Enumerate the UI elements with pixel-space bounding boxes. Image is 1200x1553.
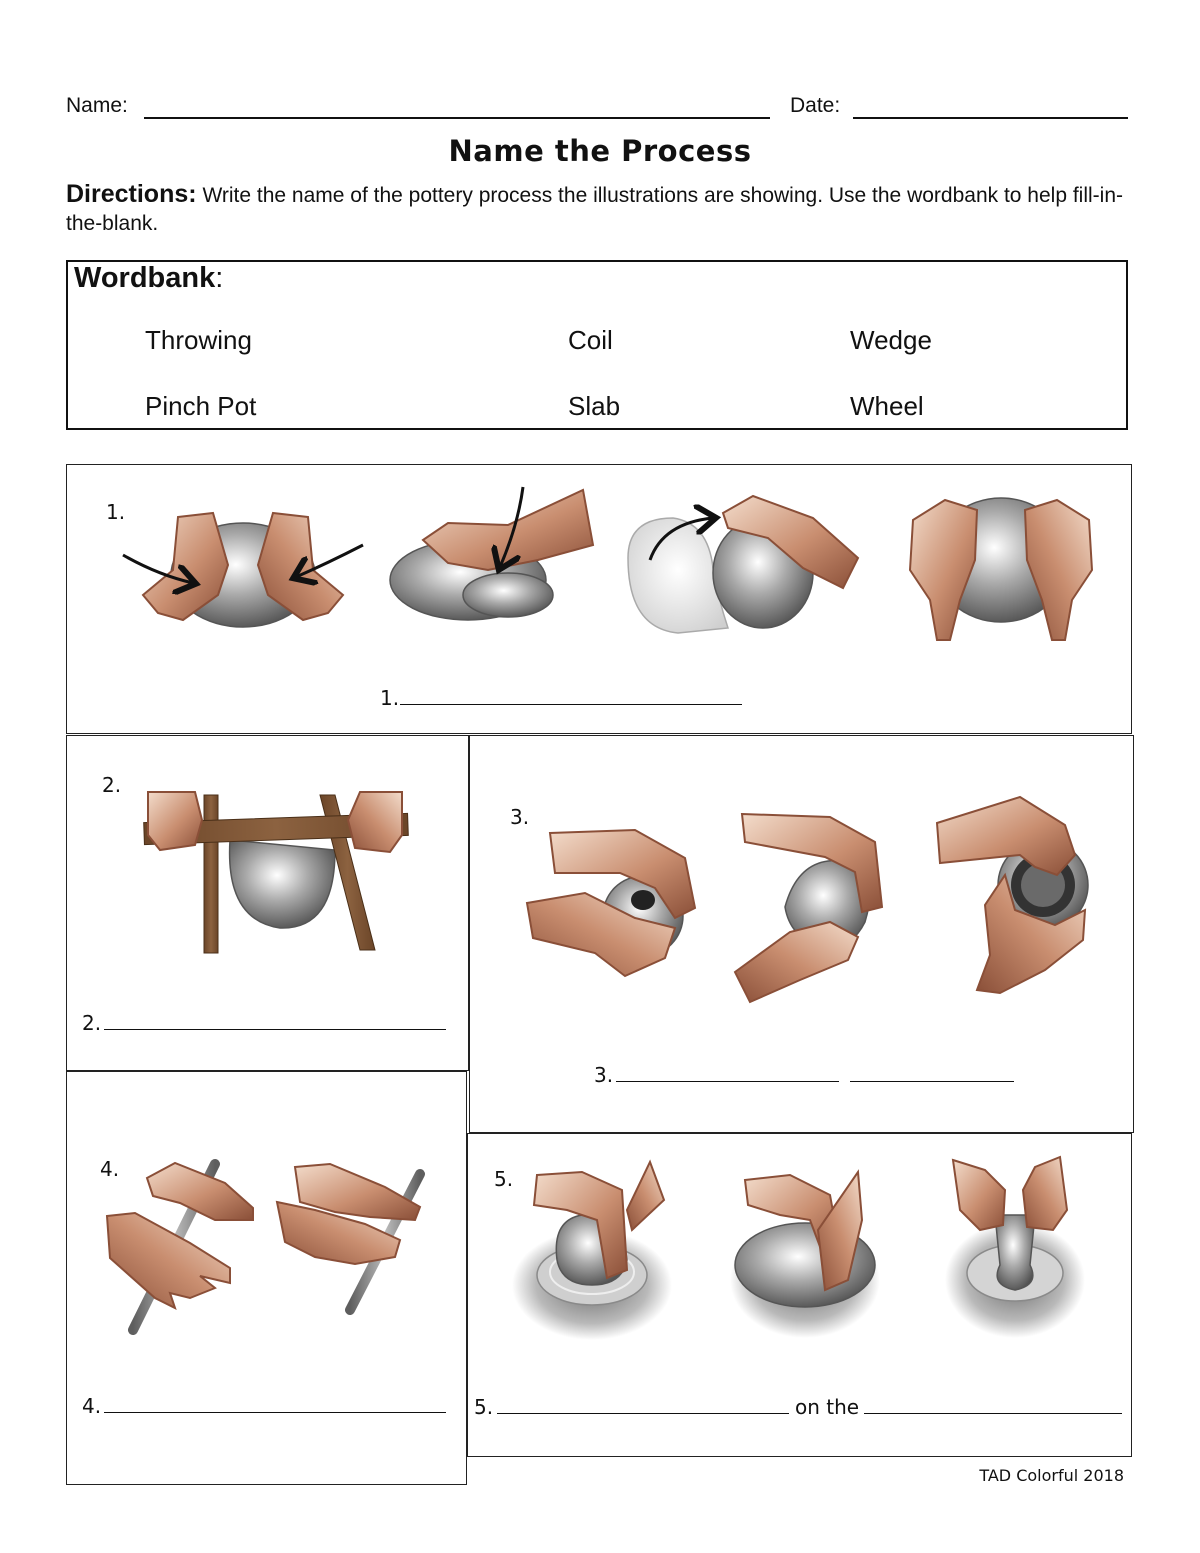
name-label: Name: [66,94,128,117]
wheel-throwing-illustration-1 [512,1160,672,1340]
page-title: Name the Process [448,134,752,168]
word-slab: Slab [568,391,621,421]
answer-1-label: 1. [380,686,400,710]
word-wheel: Wheel [850,391,924,421]
pinch-pot-illustration-2 [730,812,888,1004]
directions-text: Write the name of the pottery process the illustrations are showing. Use the wordbank to help fill-in-the-blank. [66,184,1124,235]
answer-5-connector: on the [795,1395,860,1419]
wordbank-title [74,262,223,295]
date-label: Date: [790,94,841,117]
wheel-throwing-illustration-3 [945,1155,1085,1340]
name-field[interactable] [144,117,770,119]
answer-3-label: 3. [594,1063,614,1087]
wedging-hands-illustration-2 [388,485,603,625]
answer-4-label: 4. [82,1394,102,1418]
date-field[interactable] [853,117,1128,119]
wedging-hands-illustration-1 [118,505,368,635]
answer-5-blank-a[interactable] [497,1413,789,1414]
answer-1-blank[interactable] [400,704,742,705]
coil-rolling-illustration-1 [105,1158,255,1336]
section-5-number: 5. [494,1167,514,1191]
section-1-number: 1. [106,500,126,524]
directions-label: Directions: [66,180,197,208]
word-wedge: Wedge [850,325,932,355]
answer-3-blank-b[interactable] [850,1081,1014,1082]
footer-credit: TAD Colorful 2018 [979,1466,1124,1485]
section-3-number: 3. [510,805,530,829]
section-4-number: 4. [100,1157,120,1181]
word-coil: Coil [568,325,613,355]
directions [66,180,1136,238]
answer-2-blank[interactable] [104,1029,446,1030]
wedging-hands-illustration-3 [618,488,863,638]
wire-cutter-illustration [140,790,412,955]
answer-5-label: 5. [474,1395,494,1419]
section-2-number: 2. [102,773,122,797]
wordbank-label: Wordbank [74,262,216,294]
answer-2-label: 2. [82,1011,102,1035]
wordbank-colon: : [215,262,224,294]
wheel-throwing-illustration-2 [730,1160,880,1340]
word-throwing: Throwing [145,325,252,355]
coil-rolling-illustration-2 [275,1162,425,1315]
answer-4-blank[interactable] [104,1412,446,1413]
answer-3-blank-a[interactable] [616,1081,839,1082]
answer-5-blank-b[interactable] [864,1413,1122,1414]
word-pinch-pot: Pinch Pot [145,391,257,421]
pinch-pot-illustration-3 [935,795,1095,995]
pinch-pot-illustration-1 [525,828,700,978]
wedging-hands-illustration-4 [905,490,1097,645]
